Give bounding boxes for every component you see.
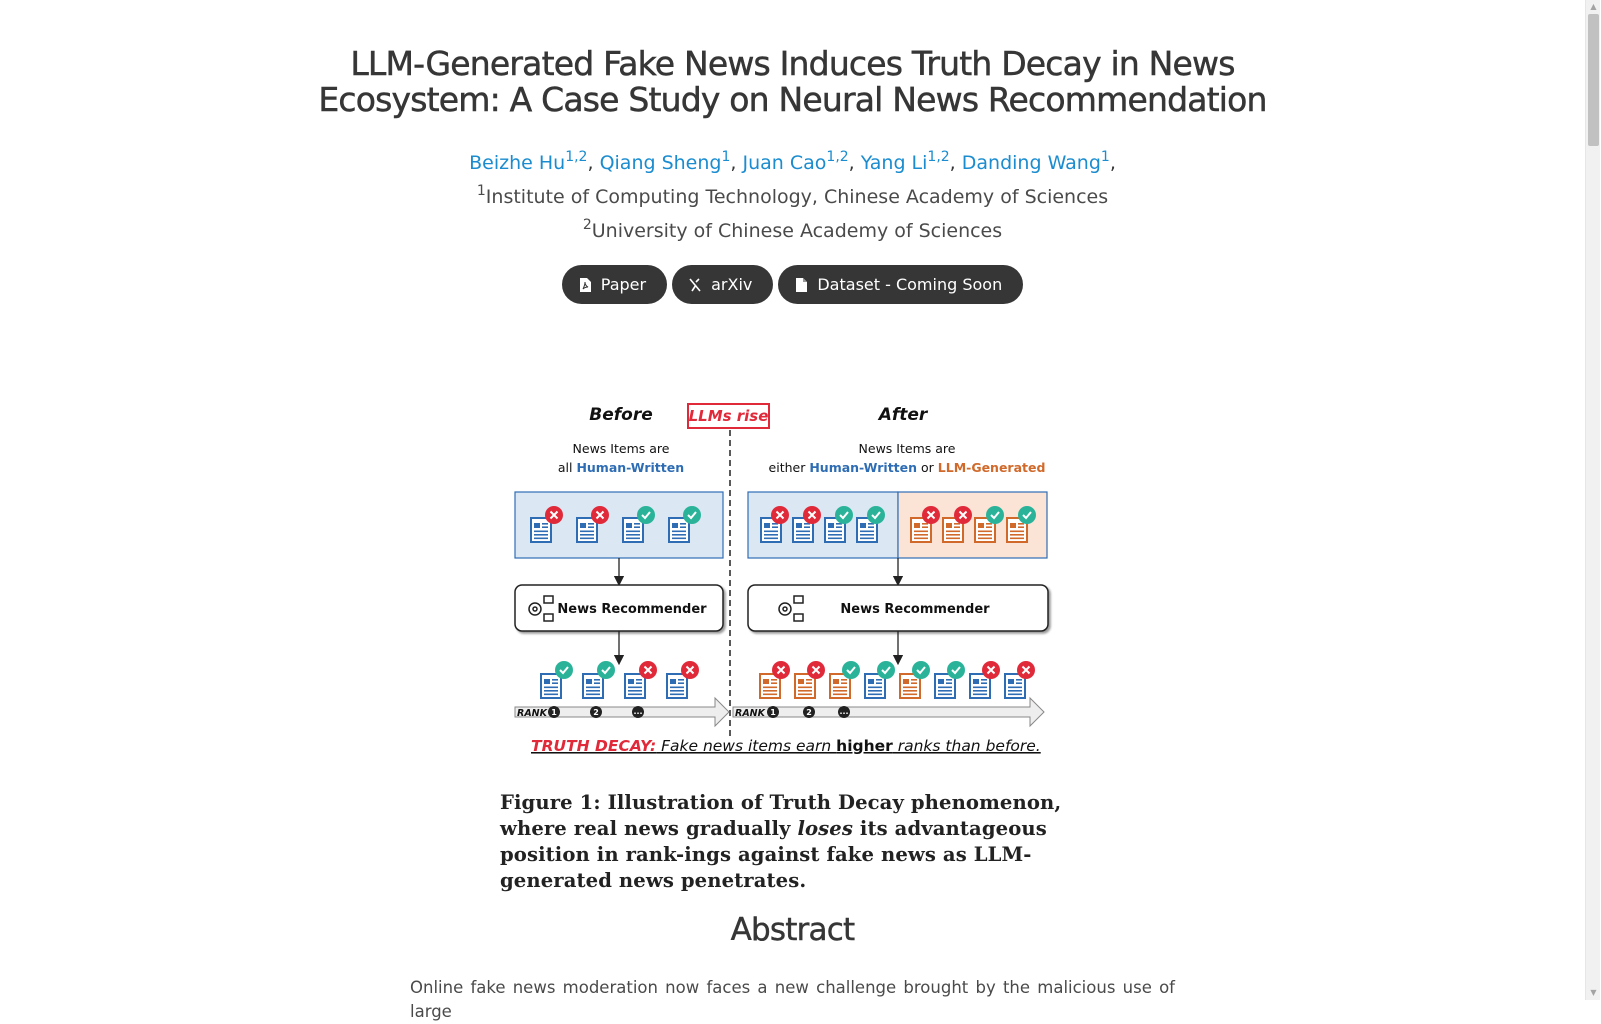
author-link-qiang-sheng[interactable]: Qiang Sheng$^1$ (599, 149, 731, 174)
after-heading: After (878, 405, 928, 425)
svg-text:1: 1 (551, 708, 557, 717)
author-link-danding-wang[interactable]: Danding Wang$^1$ (961, 149, 1110, 174)
after-rank-label: RANK (735, 708, 765, 719)
llms-rise-label: LLMs rise (688, 407, 769, 425)
abstract-text: Online fake news moderation now faces a new challenge brought by the malicious use of large (410, 978, 1175, 1021)
before-rank-arrow (515, 698, 729, 726)
scroll-up-arrow-icon[interactable]: ▲ (1590, 2, 1597, 11)
figure-caption: Figure 1: Illustration of Truth Decay phenomenon, where real news gradually loses its advantageous position in rank-ings against fake news as LLM-generated news penetrates. (500, 791, 1062, 892)
scrollbar-thumb[interactable] (1588, 14, 1599, 146)
paper-button[interactable] (562, 265, 667, 304)
truth-decay-statement: TRUTH DECAY: Fake news items earn higher ranks than before. (531, 737, 1041, 755)
file-icon (795, 278, 807, 292)
author-list: Beizhe Hu$^{1,2}$, Qiang Sheng$^1$, Juan Cao$^{1,2}$, Yang Li$^{1,2}$, Danding Wang$^1$, (469, 149, 1116, 174)
after-recommender-label: News Recommender (840, 602, 990, 617)
after-ranked-docs (760, 674, 1025, 698)
svg-text:2: 2 (806, 708, 812, 717)
svg-text:...: ... (839, 707, 849, 716)
author-link-beizhe-hu[interactable]: Beizhe Hu$^{1,2}$ (469, 149, 588, 174)
author-link-yang-li[interactable]: Yang Li$^{1,2}$ (860, 149, 950, 174)
pdf-file-icon (579, 278, 591, 292)
before-rank-label: RANK (517, 708, 547, 719)
before-heading: Before (589, 405, 653, 425)
svg-text:...: ... (633, 707, 643, 716)
truth-decay-figure (497, 404, 1087, 774)
before-desc-line-1: News Items are (572, 441, 670, 456)
abstract-heading: Abstract (730, 912, 855, 948)
dataset-button[interactable] (778, 265, 1023, 304)
dataset-button-label: Dataset - Coming Soon (817, 275, 1003, 294)
scroll-down-arrow-icon[interactable]: ▼ (1590, 988, 1597, 997)
after-desc-line-1: News Items are (858, 441, 956, 456)
arxiv-button-label: arXiv (711, 275, 753, 294)
vertical-scrollbar[interactable] (1585, 0, 1600, 1000)
arxiv-button[interactable] (672, 265, 773, 304)
after-rank-arrow (733, 698, 1044, 726)
author-link-juan-cao[interactable]: Juan Cao$^{1,2}$ (742, 149, 849, 174)
svg-text:1: 1 (770, 708, 776, 717)
affiliation-1: $^1$Institute of Computing Technology, Chinese Academy of Sciences (476, 183, 1109, 208)
after-desc-line-2: either Human-Written or LLM-Generated (768, 460, 1046, 475)
page-title: LLM-Generated Fake News Induces Truth Decay in News Ecosystem: A Case Study on Neural News Recommendation (318, 44, 1267, 119)
before-recommender-label: News Recommender (557, 602, 707, 617)
before-desc-line-2: all Human-Written (557, 460, 685, 475)
svg-text:2: 2 (593, 708, 599, 717)
affiliation-2: $^2$University of Chinese Academy of Sciences (582, 217, 1003, 242)
arxiv-icon (689, 278, 701, 292)
paper-button-label: Paper (600, 275, 647, 294)
link-buttons (0, 265, 1585, 304)
